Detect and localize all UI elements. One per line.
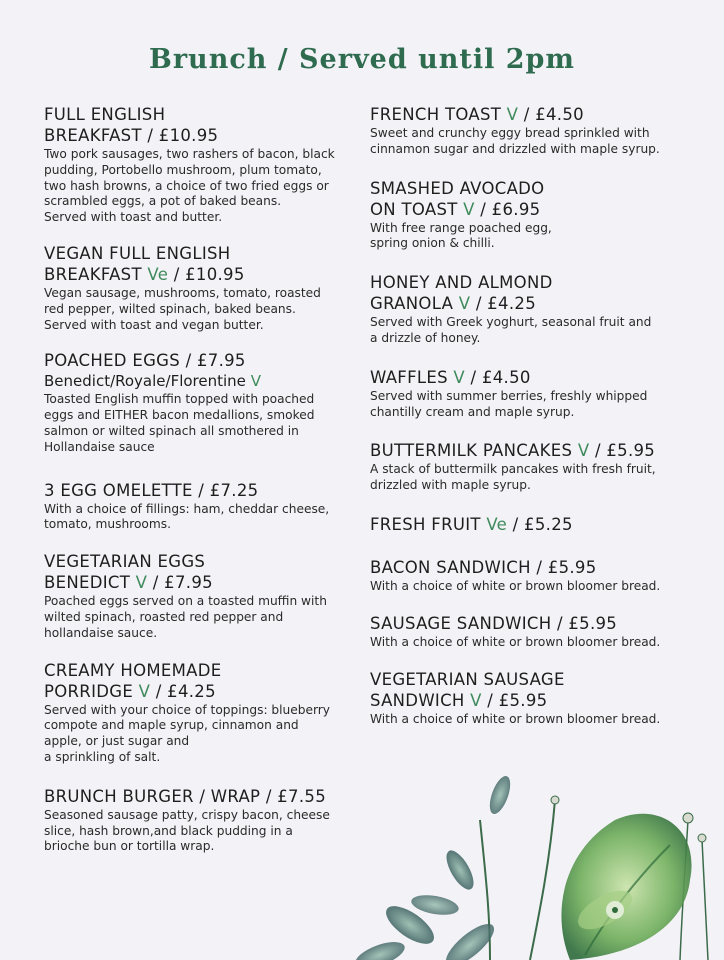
item-description: Sweet and crunchy eggy bread sprinkled with cinnamon sugar and drizzled with maple syrup. (370, 126, 660, 156)
diet-tag: Ve (147, 264, 169, 284)
item-description: Served with summer berries, freshly whipped chantilly cream and maple syrup. (370, 388, 648, 419)
item-name: SAUSAGE SANDWICH / £5.95 (370, 613, 618, 633)
item-name: BENEDICT V / £7.95 (44, 573, 213, 593)
item-name: VEGETARIAN SAUSAGE (370, 669, 565, 689)
item-name: CREAMY HOMEMADE (44, 660, 222, 680)
diet-tag: V (577, 441, 590, 461)
item-description: Poached eggs served on a toasted muffin with wilted spinach, roasted red pepper and hollandaise sauce. (44, 594, 327, 640)
item-description: With a choice of white or brown bloomer bread. (370, 711, 661, 726)
item-name: BRUNCH BURGER / WRAP / £7.55 (44, 786, 326, 806)
item-name: BUTTERMILK PANCAKES V / £5.95 (370, 441, 656, 461)
diet-tag: Ve (486, 514, 508, 534)
item-name: VEGETARIAN EGGS (44, 552, 206, 572)
item-description: With a choice of white or brown bloomer bread. (370, 578, 661, 593)
item-name: ON TOAST V / £6.95 (370, 199, 541, 219)
menu-item-full-english (44, 104, 354, 226)
item-description: Served with Greek yoghurt, seasonal fruit and a drizzle of honey. (370, 315, 652, 345)
menu-item-granola (370, 272, 690, 347)
item-description: Served with your choice of toppings: blueberry compote and maple syrup, cinnamon and apple, or just sugar and a sprinkling of salt. (44, 702, 331, 764)
menu-item-french-toast (370, 104, 690, 158)
menu-item-omelette (44, 480, 354, 534)
item-description: A stack of buttermilk pancakes with fresh fruit, drizzled with maple syrup. (370, 462, 656, 493)
item-description: With free range poached egg, spring onion & chilli. (370, 220, 552, 251)
menu-item-poached-eggs (44, 350, 354, 455)
item-description: Seasoned sausage patty, crispy bacon, cheese slice, hash brown,and black pudding in a brioche bun or tortilla wrap. (44, 807, 330, 854)
menu-column-left (44, 104, 354, 869)
item-name: FULL ENGLISH (44, 105, 166, 124)
menu-item-brunch-burger (44, 786, 354, 855)
item-name: GRANOLA V / £4.25 (370, 294, 536, 314)
menu-item-smashed-avocado (370, 178, 690, 253)
menu-item-vegetarian-sausage-sandwich (370, 669, 690, 728)
menu-item-bacon-sandwich (370, 557, 690, 595)
menu-item-porridge (44, 660, 354, 766)
item-name: WAFFLES V / £4.50 (370, 367, 531, 387)
item-name: BREAKFAST / £10.95 (44, 126, 219, 145)
diet-tag: V (470, 690, 482, 710)
menu-item-vegan-full-english (44, 243, 354, 333)
item-name: BREAKFAST Ve / £10.95 (44, 264, 245, 284)
item-description: With a choice of fillings: ham, cheddar cheese, tomato, mushrooms. (44, 501, 330, 532)
item-description: With a choice of white or brown bloomer bread. (370, 634, 661, 649)
menu-item-vegetarian-eggs-benedict (44, 551, 354, 641)
diet-tag: V (458, 294, 471, 314)
menu-item-fresh-fruit (370, 514, 690, 535)
item-name: FRENCH TOAST V / £4.50 (370, 105, 584, 124)
menu-column-right (370, 104, 690, 741)
watercolor-foliage-icon (340, 760, 724, 960)
diet-tag: V (463, 199, 475, 219)
item-name: PORRIDGE V / £4.25 (44, 681, 216, 701)
item-name: SMASHED AVOCADO (370, 178, 545, 198)
menu-item-buttermilk-pancakes (370, 440, 690, 494)
item-description: Vegan sausage, mushrooms, tomato, roasted red pepper, wilted spinach, baked beans. Served with toast and vegan butter. (44, 285, 321, 332)
item-name: SANDWICH V / £5.95 (370, 690, 548, 710)
menu-item-waffles (370, 367, 690, 421)
menu-item-sausage-sandwich (370, 613, 690, 651)
diet-tag: V (453, 367, 466, 387)
diet-tag: V (250, 372, 261, 391)
diet-tag: V (506, 105, 519, 124)
item-description: Toasted English muffin topped with poached eggs and EITHER bacon medallions, smoked salmon or wilted spinach all smothered in Hollandaise sauce (44, 392, 315, 454)
diet-tag: V (138, 681, 151, 701)
item-description: Two pork sausages, two rashers of bacon, black pudding, Portobello mushroom, plum tomato, two hash browns, a choice of two fried eggs or scrambled eggs, a pot of baked beans. Served with toast and butter. (44, 147, 335, 225)
item-name: BACON SANDWICH / £5.95 (370, 557, 597, 577)
item-subtitle: Benedict/Royale/Florentine V (44, 372, 261, 391)
diet-tag: V (135, 573, 148, 593)
item-name: POACHED EGGS / £7.95 (44, 351, 246, 371)
item-name: FRESH FRUIT Ve / £5.25 (370, 514, 573, 534)
menu-title: Brunch / Served until 2pm (149, 44, 575, 75)
item-name: HONEY AND ALMOND (370, 273, 553, 293)
item-name: VEGAN FULL ENGLISH (44, 243, 231, 263)
item-name: 3 EGG OMELETTE / £7.25 (44, 480, 259, 500)
